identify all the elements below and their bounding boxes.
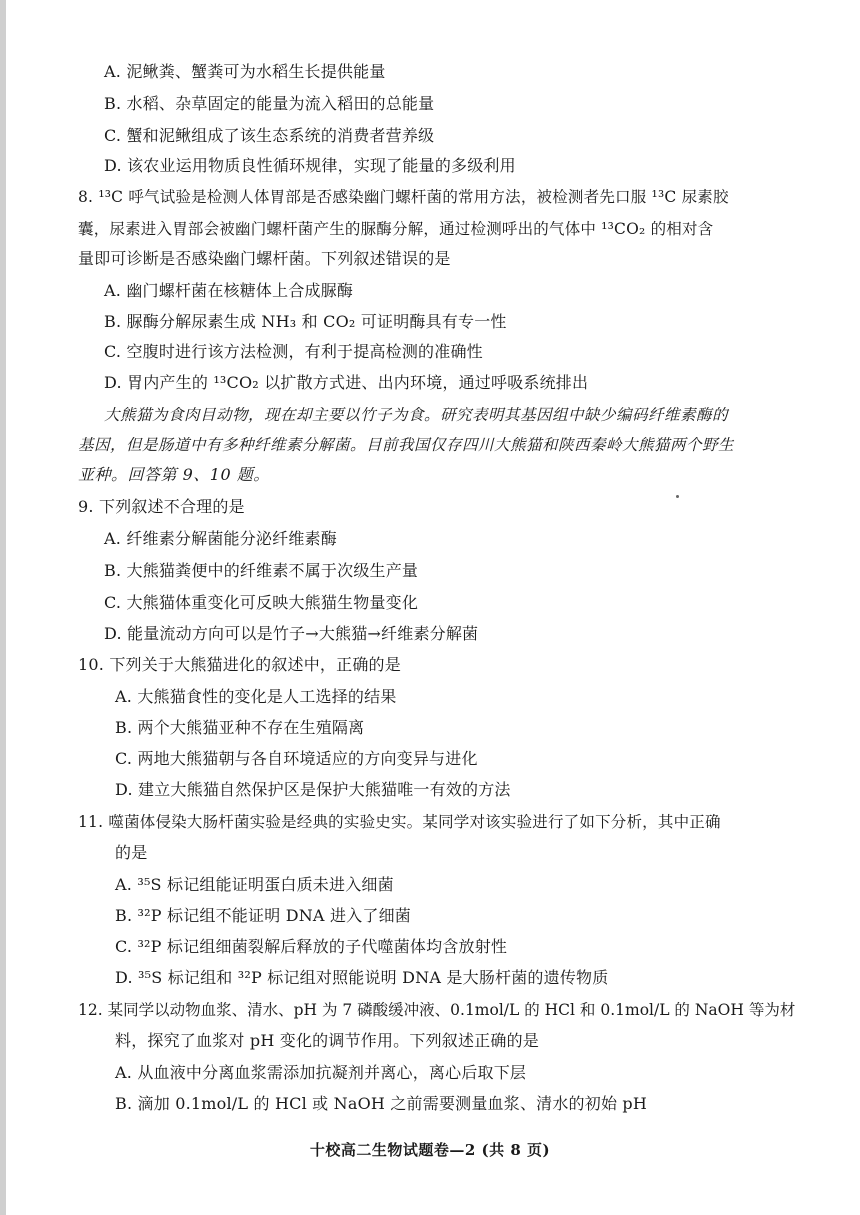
q9-option-a: A. 纤维素分解菌能分泌纤维素酶: [104, 529, 337, 548]
q10-option-b: B. 两个大熊猫亚种不存在生殖隔离: [115, 718, 365, 737]
scan-speck: [676, 495, 679, 498]
q11-option-d: D. ³⁵S 标记组和 ³²P 标记组对照能说明 DNA 是大肠杆菌的遗传物质: [115, 968, 609, 987]
q10-option-c: C. 两地大熊猫朝与各自环境适应的方向变异与进化: [115, 749, 478, 768]
q9-stem: 9. 下列叙述不合理的是: [78, 497, 245, 516]
scan-edge: [0, 0, 6, 1215]
q8-stem-line3: 量即可诊断是否感染幽门螺杆菌。下列叙述错误的是: [78, 249, 451, 268]
q9-option-c: C. 大熊猫体重变化可反映大熊猫生物量变化: [104, 593, 419, 612]
q12-stem-line2: 料，探究了血浆对 pH 变化的调节作用。下列叙述正确的是: [115, 1031, 539, 1050]
q7-option-d: D. 该农业运用物质良性循环规律，实现了能量的多级利用: [104, 156, 516, 175]
q12-option-b: B. 滴加 0.1mol/L 的 HCl 或 NaOH 之前需要测量血浆、清水的初始 pH: [115, 1094, 648, 1113]
q8-option-a: A. 幽门螺杆菌在核糖体上合成脲酶: [104, 281, 354, 300]
q10-stem: 10. 下列关于大熊猫进化的叙述中，正确的是: [78, 655, 401, 674]
q8-stem-line1: 8. ¹³C 呼气试验是检测人体胃部是否感染幽门螺杆菌的常用方法，被检测者先口服 ¹³C 尿素胶: [78, 188, 729, 206]
q9-option-d: D. 能量流动方向可以是竹子→大熊猫→纤维素分解菌: [104, 624, 479, 643]
q8-stem-line2: 囊，尿素进入胃部会被幽门螺杆菌产生的脲酶分解，通过检测呼出的气体中 ¹³CO₂ 的相对含: [78, 220, 714, 238]
q9-option-b: B. 大熊猫粪便中的纤维素不属于次级生产量: [104, 561, 419, 580]
q11-stem-line2: 的是: [115, 843, 148, 862]
q8-option-b: B. 脲酶分解尿素生成 NH₃ 和 CO₂ 可证明酶具有专一性: [104, 312, 507, 331]
q11-stem-line1: 11. 噬菌体侵染大肠杆菌实验是经典的实验史实。某同学对该实验进行了如下分析，其中正确: [78, 813, 721, 831]
passage-line3: 亚种。回答第 9、10 题。: [78, 465, 270, 484]
q8-option-c: C. 空腹时进行该方法检测，有利于提高检测的准确性: [104, 342, 483, 361]
q7-option-a: A. 泥鳅粪、蟹粪可为水稻生长提供能量: [104, 62, 386, 81]
q7-option-c: C. 蟹和泥鳅组成了该生态系统的消费者营养级: [104, 126, 435, 145]
q11-option-a: A. ³⁵S 标记组能证明蛋白质未进入细菌: [115, 875, 394, 894]
passage-line2: 基因，但是肠道中有多种纤维素分解菌。目前我国仅存四川大熊猫和陕西秦岭大熊猫两个野生: [78, 436, 735, 454]
q11-option-c: C. ³²P 标记组细菌裂解后释放的子代噬菌体均含放射性: [115, 937, 508, 956]
q12-option-a: A. 从血液中分离血浆需添加抗凝剂并离心，离心后取下层: [115, 1063, 527, 1082]
q12-stem-line1: 12. 某同学以动物血浆、清水、pH 为 7 磷酸缓冲液、0.1mol/L 的 HCl 和 0.1mol/L 的 NaOH 等为材: [78, 1001, 796, 1019]
q10-option-d: D. 建立大熊猫自然保护区是保护大熊猫唯一有效的方法: [115, 780, 511, 799]
q7-option-b: B. 水稻、杂草固定的能量为流入稻田的总能量: [104, 94, 435, 113]
q8-option-d: D. 胃内产生的 ¹³CO₂ 以扩散方式进、出内环境，通过呼吸系统排出: [104, 373, 589, 392]
q10-option-a: A. 大熊猫食性的变化是人工选择的结果: [115, 687, 397, 706]
q11-option-b: B. ³²P 标记组不能证明 DNA 进入了细菌: [115, 906, 411, 925]
passage-line1: 大熊猫为食肉目动物，现在却主要以竹子为食。研究表明其基因组中缺少编码纤维素酶的: [104, 406, 729, 424]
page-footer: 十校高二生物试题卷—2 (共 8 页): [309, 1141, 551, 1159]
